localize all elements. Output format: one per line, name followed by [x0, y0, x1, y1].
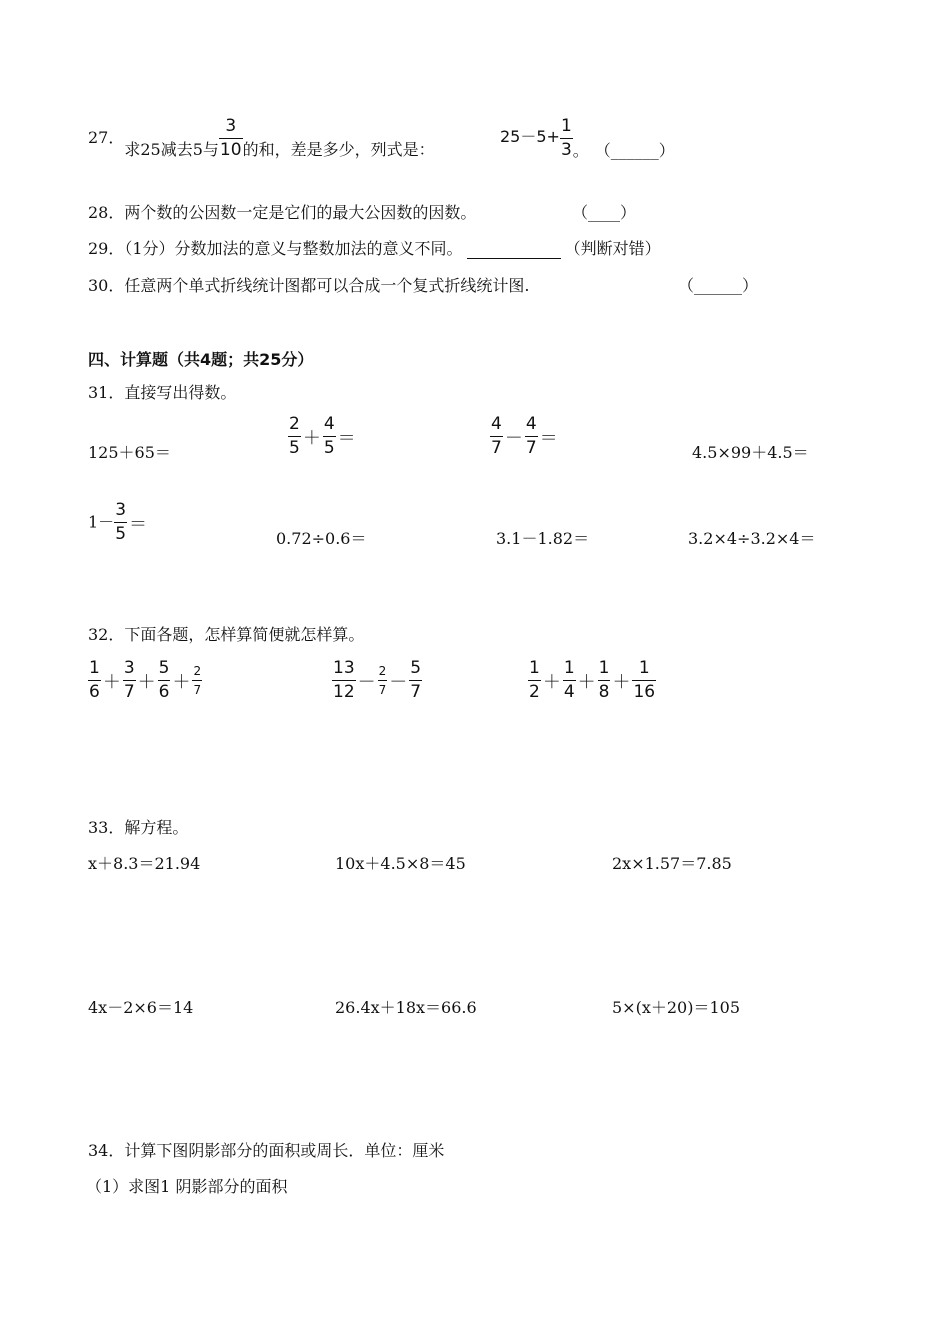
fraction: $\frac{4}{5}$: [323, 414, 335, 458]
question-31: [88, 383, 236, 403]
question-text: （1分）分数加法的意义与整数加法的意义不同。: [124, 239, 463, 258]
question-32: [88, 625, 364, 645]
equation: 4x－2×6＝14: [88, 998, 194, 1017]
equation: 2x×1.57＝7.85: [612, 854, 732, 873]
question-text: 两个数的公因数一定是它们的最大公因数的因数。: [124, 203, 477, 222]
question-number: 31．: [88, 383, 125, 402]
answer-blank[interactable]: （______）: [678, 276, 759, 295]
answer-blank[interactable]: （______）: [594, 141, 675, 160]
calc-item: $\frac{4}{7}$ － $\frac{4}{7}$ ＝: [491, 414, 558, 458]
calc-item: 3.2×4÷3.2×4＝: [688, 529, 816, 548]
question-33: [88, 818, 188, 838]
question-number: 32．: [88, 625, 125, 644]
equation: 10x＋4.5×8＝45: [335, 854, 466, 873]
question-text: 任意两个单式折线统计图都可以合成一个复式折线统计图.: [124, 276, 530, 295]
simplify-item: $\frac{13}{12}$ － $\frac{2}{7}$ － $\frac{5}{7}$: [333, 658, 422, 702]
fraction: $\frac{1}{3}$: [560, 116, 572, 160]
fraction: $\frac{3}{10}$: [219, 115, 242, 160]
answer-blank[interactable]: （____）: [572, 203, 637, 222]
calc-item: 0.72÷0.6＝: [276, 529, 367, 548]
answer-line[interactable]: [467, 240, 561, 259]
simplify-item: $\frac{1}{6}$ ＋ $\frac{3}{7}$ ＋ $\frac{5}{6}$ ＋ $\frac{2}{7}$: [89, 658, 202, 702]
question-text: 下面各题，怎样算简便就怎样算。: [124, 625, 365, 644]
question-34: [88, 1141, 444, 1161]
q27-formula: [500, 116, 675, 161]
section-title: 四、计算题（共4题；共25分）: [88, 350, 314, 369]
question-number: 34．: [88, 1141, 125, 1160]
calc-item: 3.1－1.82＝: [496, 529, 590, 548]
question-29: [88, 239, 661, 259]
calc-item: 1－ $\frac{3}{5}$ ＝: [88, 500, 148, 544]
question-27: [88, 116, 435, 166]
question-number: 33．: [88, 818, 125, 837]
fraction: $\frac{4}{7}$: [525, 414, 537, 458]
question-text: 解方程。: [124, 818, 189, 837]
calc-item: 4.5×99＋4.5＝: [692, 443, 809, 462]
period: 。: [572, 141, 589, 160]
question-text: 求25减去5与: [124, 140, 219, 159]
simplify-item: $\frac{1}{2}$ ＋ $\frac{1}{4}$ ＋ $\frac{1}{8}$ ＋ $\frac{1}{16}$: [529, 658, 656, 702]
question-text: 计算下图阴影部分的面积或周长．单位：厘米: [124, 1141, 445, 1160]
equation: 5×(x＋20)＝105: [612, 998, 740, 1017]
question-number: 28．: [88, 203, 125, 222]
question-number: 27．: [88, 128, 125, 147]
equation: x＋8.3＝21.94: [88, 854, 201, 873]
calc-item: $\frac{2}{5}$ ＋ $\frac{4}{5}$ ＝: [289, 414, 356, 458]
question-suffix: （判断对错）: [564, 239, 661, 258]
equation: 26.4x＋18x＝66.6: [335, 998, 477, 1017]
fraction: $\frac{2}{5}$: [289, 414, 300, 458]
question-number: 30．: [88, 276, 125, 295]
fraction: $\frac{4}{7}$: [491, 414, 502, 458]
fraction: $\frac{3}{5}$: [115, 500, 127, 544]
sub-question: （1）求图1 阴影部分的面积: [86, 1177, 288, 1196]
question-number: 29．: [88, 239, 125, 258]
question-text: 的和，差是多少，列式是：: [242, 140, 435, 159]
question-text: 直接写出得数。: [124, 383, 237, 402]
question-28: [88, 203, 476, 223]
calc-item: 125＋65＝: [88, 443, 171, 462]
question-30: [88, 276, 529, 296]
formula-text: 25－5+: [500, 127, 560, 146]
